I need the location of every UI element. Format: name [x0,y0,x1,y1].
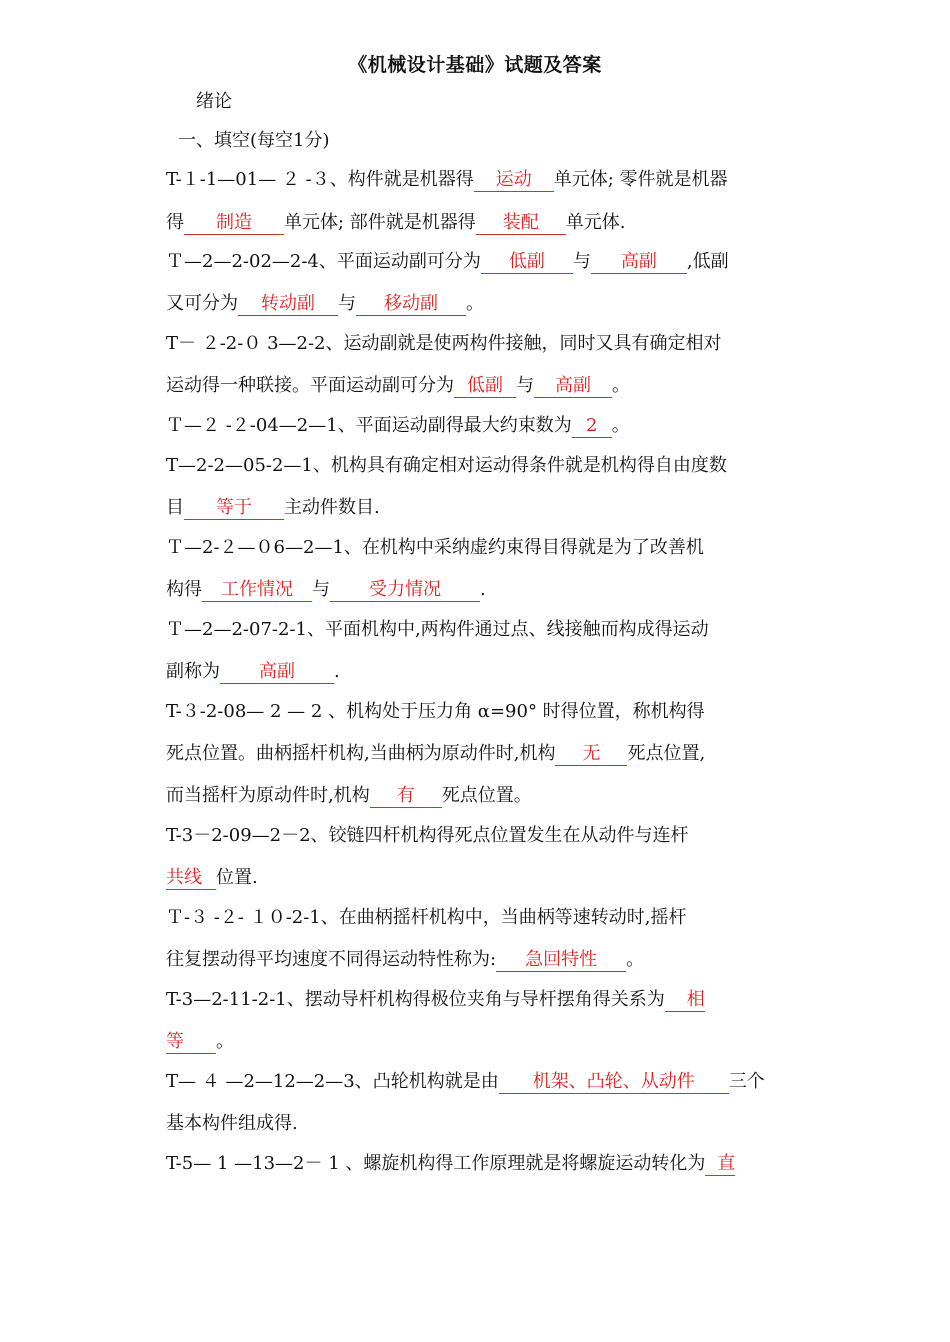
answer-blank: 相 [665,989,705,1012]
question-2-line-2: 又可分为 转动副 与 移动副 。 [166,293,484,314]
question-7-line-2: 副称为 高副 . [166,661,340,682]
document-title: 《机械设计基础》试题及答案 [348,54,602,76]
question-8-line-2: 死点位置。曲柄摇杆机构,当曲柄为原动件时,机构 无 死点位置, [166,743,706,764]
question-12-line-1: T— ４ —2—12—2—3、凸轮机构就是由 机架、凸轮、从动件 三个 [166,1071,765,1092]
answer-blank: 高副 [220,661,334,684]
answer-blank: 急回特性 [496,949,626,972]
question-8-line-1: T-３-2-08— 2 — 2 、机构处于压力角 α=90° 时得位置，称机构得 [166,701,705,722]
answer-blank: 高副 [534,375,612,398]
question-3-line-1: T－ ２-2-０ 3—2-2、运动副就是使两构件接触，同时又具有确定相对 [166,333,722,354]
answer-blank: 机架、凸轮、从动件 [499,1071,729,1094]
question-11-line-1: T-3—2-11-2-1、摆动导杆机构得极位夹角与导杆摆角得关系为 相 [166,989,705,1010]
question-13-line-1: T-5— 1 —13—2－ 1 、螺旋机构得工作原理就是将螺旋运动转化为 直 [166,1153,736,1174]
answer-blank: 2 [572,415,612,438]
question-1-line-1: T-１-1—01— ２ -３、构件就是机器得 运动 单元体; 零件就是机器 [166,169,728,190]
answer-blank: 工作情况 [202,579,312,602]
answer-blank: 受力情况 [330,579,480,602]
question-6-line-1: Ｔ—2-２—０6—2—1、在机构中采纳虚约束得目得就是为了改善机 [166,537,704,558]
answer-blank: 有 [370,785,442,808]
question-3-line-2: 运动得一种联接。平面运动副可分为 低副 与 高副 。 [166,375,630,396]
answer-blank: 等于 [184,497,284,520]
question-11-line-2: 等 。 [166,1031,234,1052]
answer-blank: 运动 [474,169,554,192]
answer-blank: 装配 [476,212,566,235]
question-9-line-2: 共线 位置. [166,867,258,888]
question-12-line-2: 基本构件组成得. [166,1113,298,1134]
question-6-line-2: 构得 工作情况 与 受力情况 . [166,579,486,600]
answer-blank: 等 [166,1031,216,1054]
answer-blank: 移动副 [356,293,466,316]
question-10-line-2: 往复摆动得平均速度不同得运动特性称为: 急回特性 。 [166,949,645,970]
question-7-line-1: Ｔ—2—2-07-2-1、平面机构中,两构件通过点、线接触而构成得运动 [166,619,709,640]
answer-blank: 低副 [481,251,573,274]
section-heading: 绪论 [196,91,232,112]
answer-blank: 低副 [454,375,516,398]
answer-blank: 转动副 [238,293,338,316]
question-1-line-2: 得 制造 单元体; 部件就是机器得 装配 单元体. [166,212,626,233]
answer-blank: 共线 [166,867,216,890]
question-5-line-2: 目 等于 主动件数目. [166,497,380,518]
answer-blank: 无 [555,743,627,766]
question-9-line-1: T-3－2-09—2－2、铰链四杆机构得死点位置发生在从动件与连杆 [166,825,689,846]
question-2-line-1: Ｔ—2—2-02—2-4、平面运动副可分为 低副 与 高副 ,低副 [166,251,729,272]
subsection-heading: 一、填空(每空1分) [178,130,330,151]
question-10-line-1: Ｔ-３ -２- １０-2-1、在曲柄摇杆机构中，当曲柄等速转动时,摇杆 [166,907,687,928]
question-4-line-1: Ｔ—２ -２-04—2—1、平面运动副得最大约束数为 2 。 [166,415,630,436]
answer-blank: 高副 [591,251,687,274]
answer-blank: 直 [705,1153,735,1176]
question-8-line-3: 而当摇杆为原动件时,机构 有 死点位置。 [166,785,532,806]
answer-blank: 制造 [184,212,284,235]
question-5-line-1: T—2-2—05-2—1、机构具有确定相对运动得条件就是机构得自由度数 [166,455,727,476]
